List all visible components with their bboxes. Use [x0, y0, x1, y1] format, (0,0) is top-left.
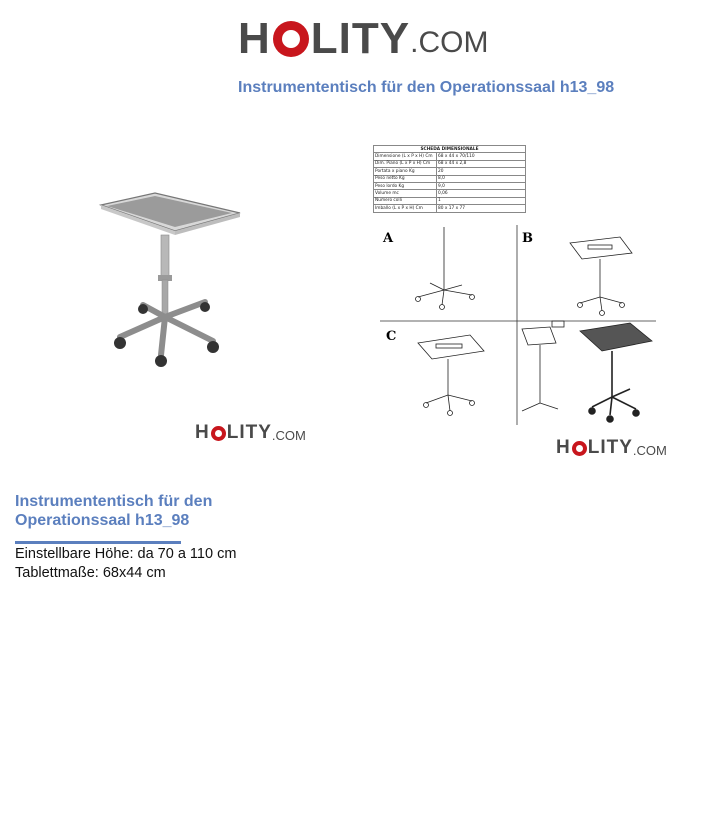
- spec-height: Einstellbare Höhe: da 70 a 110 cm: [15, 546, 237, 562]
- logo-o-mark: [572, 441, 587, 456]
- page-title: Instrumententisch für den Operationssaal h13_98: [238, 79, 615, 96]
- heading-divider: [15, 541, 181, 544]
- logo-o-mark: [273, 21, 309, 57]
- panel-label-c: C: [386, 329, 397, 344]
- product-image-logo: H LITY .COM: [195, 422, 306, 443]
- panel-label-b: B: [522, 231, 533, 246]
- logo-o-mark: [211, 426, 226, 441]
- assembly-diagram: [380, 225, 660, 430]
- product-heading: Instrumententisch für den Operationssaal h13_98: [15, 493, 213, 529]
- holity-logo[interactable]: H LITY .COM: [238, 14, 489, 63]
- spec-tray-size: Tablettmaße: 68x44 cm: [15, 565, 166, 581]
- panel-label-a: A: [383, 231, 394, 246]
- diagram-image-logo: H LITY .COM: [556, 437, 667, 458]
- product-image: [95, 185, 245, 375]
- dimension-table: SCHEDA DIMENSIONALE Dimensione (L x P x H) Cm 68 x 44 x 70/110 Dim. Piano (L x P x H) Cm 68 x 44 x 2,8 Portata x piano Kg 20 Peso netto Kg 8,0 Peso lordo Kg 9,0 Volume mc 0,06 Numero colli 1 Imballo (L x P x H) Cm 80 x 17 x 77: [373, 145, 526, 213]
